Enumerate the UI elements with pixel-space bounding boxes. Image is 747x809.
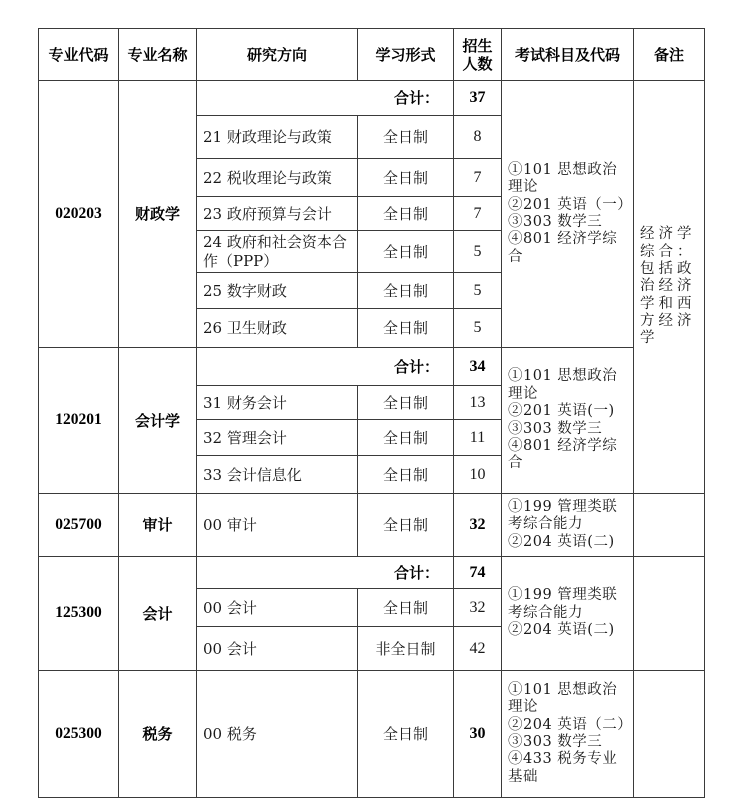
total-label: 合计： [197, 557, 454, 589]
quota-cell: 32 [454, 589, 502, 627]
exam-line: ①101 思想政治 [508, 681, 618, 698]
exam-line: ①101 思想政治 [508, 368, 618, 385]
table-row [39, 494, 705, 557]
quota-cell: 42 [454, 627, 502, 671]
exam-line: ④801 经济学综 [508, 437, 618, 454]
table-row [39, 557, 705, 589]
exam-line: ②201 英语(一) [508, 403, 615, 420]
note-cell-empty [634, 494, 705, 557]
exam-line: ①199 管理类联 [508, 498, 618, 515]
direction-cell: 32 管理会计 [197, 420, 358, 456]
exam-subjects [502, 494, 634, 557]
exam-line: ①199 管理类联 [508, 587, 618, 604]
direction-cell: 22 税收理论与政策 [197, 159, 358, 197]
exam-line: 基础 [508, 768, 538, 785]
major-name: 财政学 [119, 81, 197, 348]
exam-line: 理论 [508, 699, 538, 716]
quota-cell: 10 [454, 456, 502, 494]
total-label: 合计： [197, 81, 454, 116]
table-row [39, 671, 705, 798]
mode-cell: 全日制 [358, 386, 454, 420]
mode-cell: 全日制 [358, 309, 454, 348]
major-code: 025300 [39, 671, 119, 798]
note-cell-empty [634, 671, 705, 798]
quota-cell: 8 [454, 116, 502, 159]
exam-line: 理论 [508, 385, 538, 402]
direction-cell: 31 财务会计 [197, 386, 358, 420]
total-value: 37 [454, 81, 502, 116]
exam-line: 合 [508, 455, 523, 472]
quota-cell: 7 [454, 159, 502, 197]
header-name: 专业名称 [119, 29, 197, 81]
major-code: 025700 [39, 494, 119, 557]
exam-line: 考综合能力 [508, 604, 583, 621]
exam-line: ③303 数学三 [508, 734, 603, 750]
total-value: 74 [454, 557, 502, 589]
table-row [39, 348, 705, 386]
exam-line: ④433 税务专业 [508, 751, 618, 768]
mode-cell: 全日制 [358, 231, 454, 273]
major-name: 税务 [119, 671, 197, 798]
header-quota [454, 29, 502, 81]
quota-cell: 7 [454, 197, 502, 231]
exam-line: ②204 英语(二) [508, 533, 615, 550]
header-code: 专业代码 [39, 29, 119, 81]
quota-cell: 5 [454, 273, 502, 309]
mode-cell: 全日制 [358, 589, 454, 627]
major-code: 020203 [39, 81, 119, 348]
major-name: 会计 [119, 557, 197, 671]
major-code: 125300 [39, 557, 119, 671]
direction-cell: 00 会计 [197, 627, 358, 671]
mode-cell: 全日制 [358, 420, 454, 456]
note-cell [634, 81, 705, 494]
direction-cell: 33 会计信息化 [197, 456, 358, 494]
mode-cell: 全日制 [358, 494, 454, 557]
exam-line: ③303 数学三 [508, 420, 603, 437]
mode-cell: 全日制 [358, 197, 454, 231]
note-text: 经济学综合：包括政治经济学和西方经济学 [640, 226, 696, 347]
exam-subjects [502, 348, 634, 494]
note-cell-empty [634, 557, 705, 671]
quota-cell: 11 [454, 420, 502, 456]
mode-cell: 非全日制 [358, 627, 454, 671]
quota-cell: 30 [454, 671, 502, 798]
exam-line: ②204 英语（二） [508, 716, 633, 733]
admissions-table [38, 28, 705, 798]
direction-cell: 00 税务 [197, 671, 358, 798]
mode-cell: 全日制 [358, 159, 454, 197]
exam-line: 合 [508, 248, 523, 265]
mode-cell: 全日制 [358, 456, 454, 494]
direction-cell: 24 政府和社会资本合作（PPP） [197, 231, 358, 273]
header-direction: 研究方向 [197, 29, 358, 81]
exam-line: ②201 英语（一） [508, 196, 633, 213]
direction-cell: 26 卫生财政 [197, 309, 358, 348]
exam-subjects [502, 671, 634, 798]
mode-cell: 全日制 [358, 116, 454, 159]
major-name: 审计 [119, 494, 197, 557]
exam-line: ①101 思想政治 [508, 161, 618, 178]
exam-line: ④801 经济学综 [508, 231, 618, 248]
header-exam: 考试科目及代码 [502, 29, 634, 81]
exam-subjects [502, 81, 634, 348]
quota-cell: 5 [454, 231, 502, 273]
exam-line: 考综合能力 [508, 516, 583, 533]
total-value: 34 [454, 348, 502, 386]
major-code: 120201 [39, 348, 119, 494]
table-row [39, 81, 705, 116]
quota-cell: 5 [454, 309, 502, 348]
header-quota-line2: 人数 [462, 54, 493, 73]
direction-cell: 25 数字财政 [197, 273, 358, 309]
exam-line: ③303 数学三 [508, 214, 603, 230]
direction-cell: 00 会计 [197, 589, 358, 627]
quota-cell: 32 [454, 494, 502, 557]
total-label: 合计： [197, 348, 454, 386]
header-note: 备注 [634, 29, 705, 81]
major-name: 会计学 [119, 348, 197, 494]
exam-line: 理论 [508, 179, 538, 196]
mode-cell: 全日制 [358, 273, 454, 309]
direction-cell: 23 政府预算与会计 [197, 197, 358, 231]
header-row [39, 29, 705, 81]
mode-cell: 全日制 [358, 671, 454, 798]
exam-line: ②204 英语(二) [508, 622, 615, 639]
direction-cell: 21 财政理论与政策 [197, 116, 358, 159]
quota-cell: 13 [454, 386, 502, 420]
header-mode: 学习形式 [358, 29, 454, 81]
direction-cell: 00 审计 [197, 494, 358, 557]
header-quota-line1: 招生 [462, 36, 493, 55]
exam-subjects [502, 557, 634, 671]
